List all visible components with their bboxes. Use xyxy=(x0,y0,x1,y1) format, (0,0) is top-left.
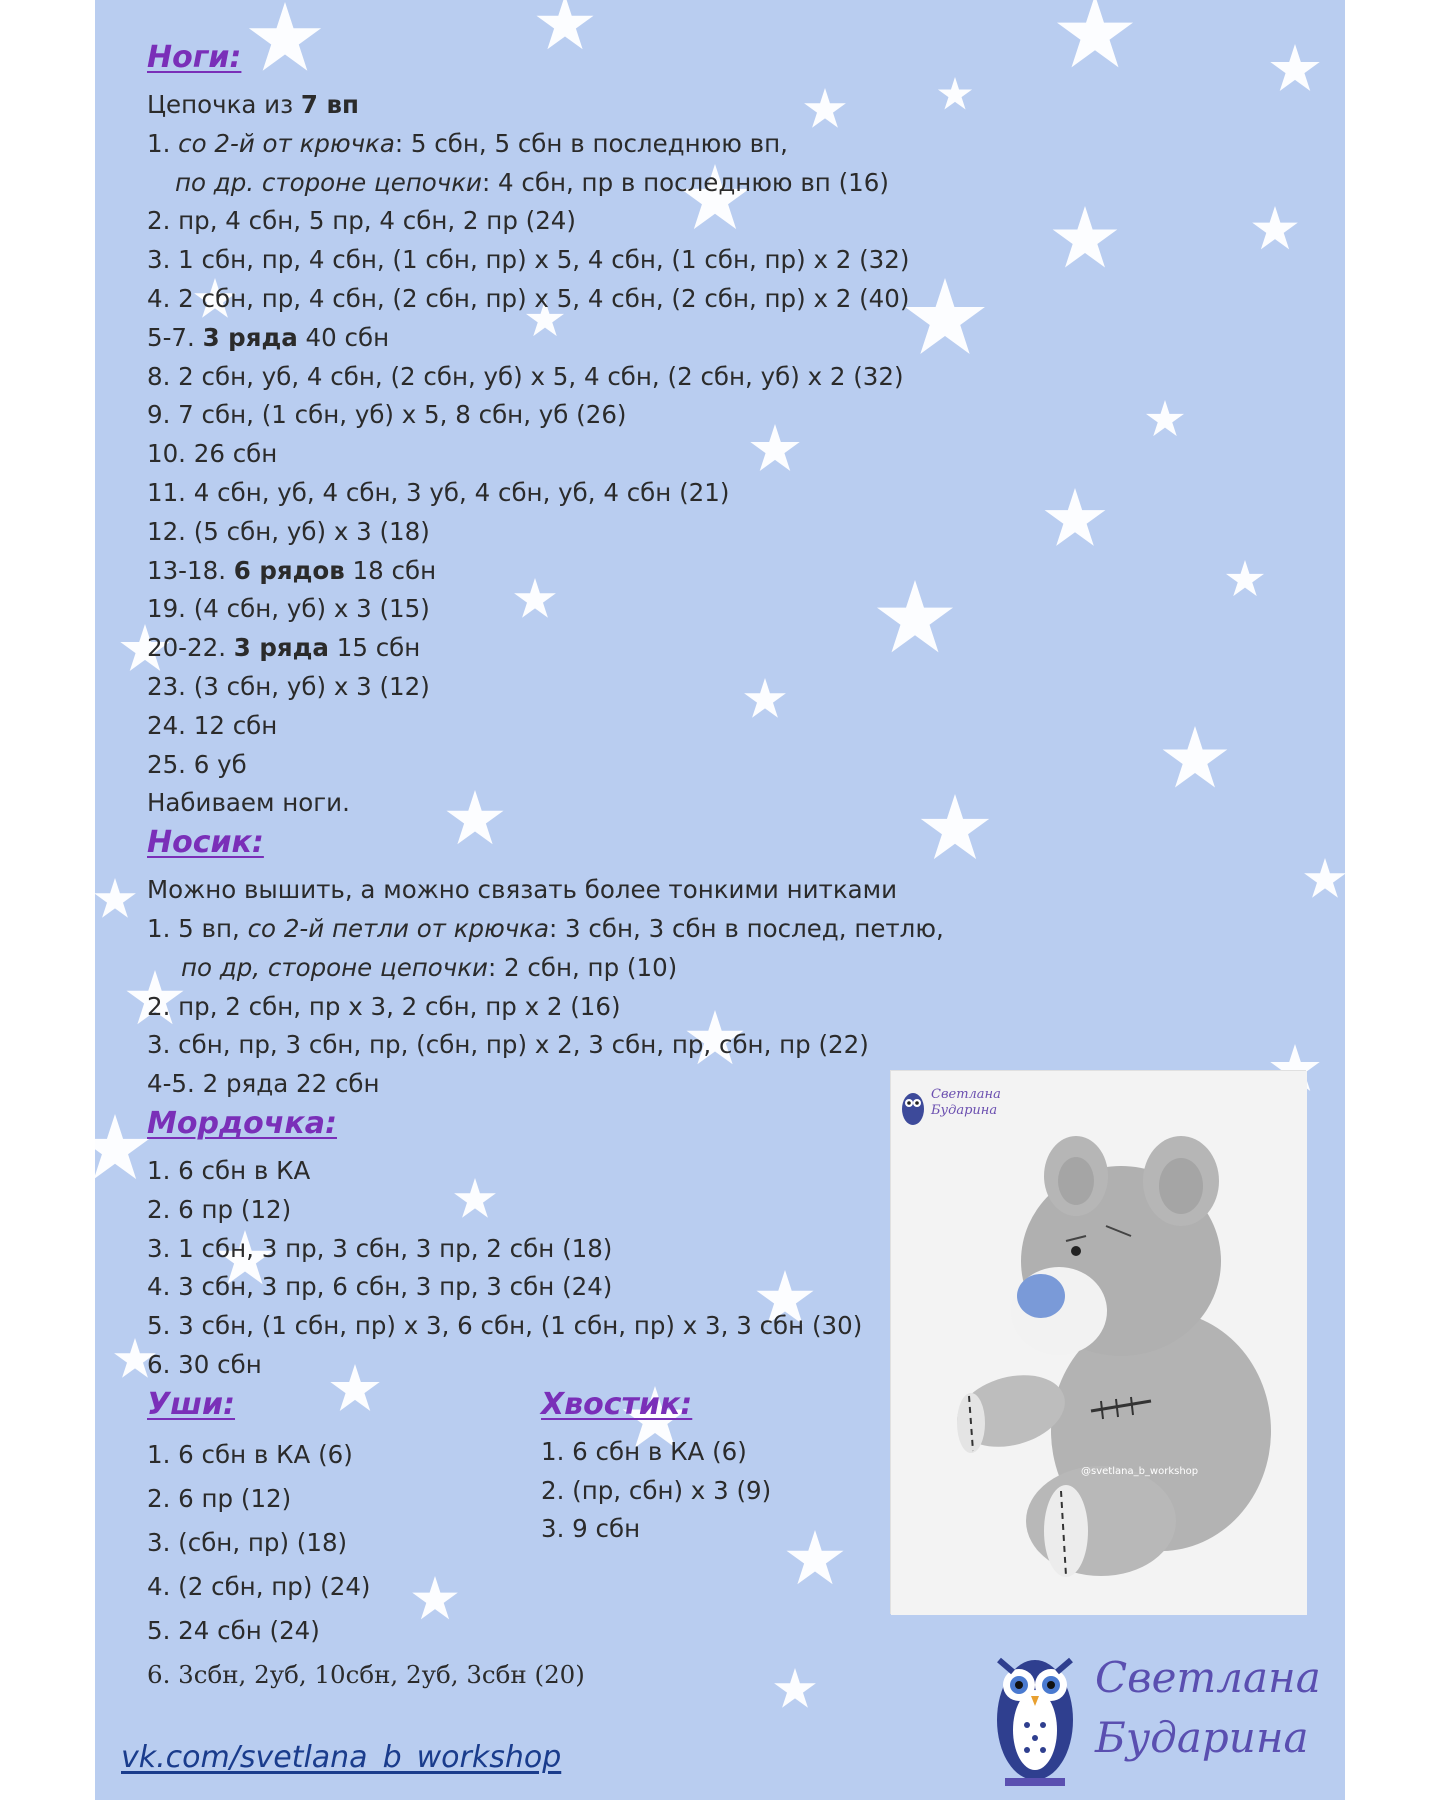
muzzle-line: 1. 6 сбн в КА xyxy=(147,1155,311,1185)
legs-line: 20-22. 3 ряда 15 сбн xyxy=(147,633,421,663)
legs-lines xyxy=(147,86,1297,823)
legs-line: 8. 2 сбн, уб, 4 сбн, (2 сбн, уб) х 5, 4 сбн, (2 сбн, уб) х 2 (32) xyxy=(147,361,904,391)
legs-line: 1. со 2-й от крючка: 5 сбн, 5 сбн в последнюю вп, xyxy=(147,128,788,158)
photo-brand: Светлана Бударина xyxy=(931,1087,1001,1118)
ears-line: 4. (2 сбн, пр) (24) xyxy=(147,1571,371,1601)
ears-line: 1. 6 сбн в КА (6) xyxy=(147,1439,353,1469)
legs-line: 19. (4 сбн, уб) х 3 (15) xyxy=(147,594,430,624)
legs-line: 2. пр, 4 сбн, 5 пр, 4 сбн, 2 пр (24) xyxy=(147,206,576,236)
legs-line: 4. 2 сбн, пр, 4 сбн, (2 сбн, пр) х 5, 4 сбн, (2 сбн, пр) х 2 (40) xyxy=(147,283,910,313)
legs-line: 10. 26 сбн xyxy=(147,439,278,469)
nose-title: Носик: xyxy=(147,825,264,861)
nose-line: по др, стороне цепочки: 2 сбн, пр (10) xyxy=(181,952,678,982)
brand-logo xyxy=(985,1630,1325,1790)
ears-title: Уши: xyxy=(147,1386,236,1422)
legs-line: 13-18. 6 рядов 18 сбн xyxy=(147,555,437,585)
vk-link[interactable]: vk.com/svetlana_b_workshop xyxy=(121,1740,562,1775)
nose-line: 2. пр, 2 сбн, пр х 3, 2 сбн, пр х 2 (16) xyxy=(147,991,621,1021)
legs-title: Ноги: xyxy=(147,40,242,75)
legs-line: 24. 12 сбн xyxy=(147,710,278,740)
nose-line: 1. 5 вп, со 2-й петли от крючка: 3 сбн, 3 сбн в послед, петлю, xyxy=(147,913,944,943)
tail-title: Хвостик: xyxy=(541,1386,693,1422)
legs-line: по др. стороне цепочки: 4 сбн, пр в последнюю вп (16) xyxy=(175,167,889,197)
nose-line: Можно вышить, а можно связать более тонкими нитками xyxy=(147,875,898,905)
legs-line: Набиваем ноги. xyxy=(147,788,350,818)
tail-line: 2. (пр, сбн) х 3 (9) xyxy=(541,1475,772,1505)
photo-caption: @svetlana_b_workshop xyxy=(1081,1466,1199,1477)
nose-line: 4-5. 2 ряда 22 сбн xyxy=(147,1069,380,1099)
pattern-sheet xyxy=(95,0,1345,1800)
teddy-bear-photo xyxy=(890,1070,1306,1614)
legs-line: Цепочка из 7 вп xyxy=(147,90,359,119)
owl-icon xyxy=(985,1630,1085,1790)
legs-line: 3. 1 сбн, пр, 4 сбн, (1 сбн, пр) х 5, 4 сбн, (1 сбн, пр) х 2 (32) xyxy=(147,245,910,275)
tail-section xyxy=(541,1385,941,1549)
ears-line: 6. 3сбн, 2уб, 10сбн, 2уб, 3сбн (20) xyxy=(147,1659,585,1689)
tail-line: 3. 9 сбн xyxy=(541,1514,641,1544)
legs-line: 9. 7 сбн, (1 сбн, уб) х 5, 8 сбн, уб (26) xyxy=(147,400,627,430)
muzzle-line: 3. 1 сбн, 3 пр, 3 сбн, 3 пр, 2 сбн (18) xyxy=(147,1233,613,1263)
muzzle-line: 6. 30 сбн xyxy=(147,1349,262,1379)
legs-line: 12. (5 сбн, уб) х 3 (18) xyxy=(147,516,430,546)
brand-name: Светлана Бударина xyxy=(1095,1653,1321,1762)
tail-line: 1. 6 сбн в КА (6) xyxy=(541,1436,747,1466)
legs-line: 11. 4 сбн, уб, 4 сбн, 3 уб, 4 сбн, уб, 4 сбн (21) xyxy=(147,477,730,507)
muzzle-line: 5. 3 сбн, (1 сбн, пр) х 3, 6 сбн, (1 сбн, пр) х 3, 3 сбн (30) xyxy=(147,1311,863,1341)
mini-owl-icon xyxy=(902,1093,924,1125)
ears-line: 3. (сбн, пр) (18) xyxy=(147,1527,348,1557)
ears-line: 5. 24 сбн (24) xyxy=(147,1615,320,1645)
nose-line: 3. сбн, пр, 3 сбн, пр, (сбн, пр) х 2, 3 сбн, пр, сбн, пр (22) xyxy=(147,1030,869,1060)
legs-line: 25. 6 уб xyxy=(147,749,247,779)
legs-line: 5-7. 3 ряда 40 сбн xyxy=(147,322,390,352)
ears-section xyxy=(147,1385,585,1697)
muzzle-line: 4. 3 сбн, 3 пр, 6 сбн, 3 пр, 3 сбн (24) xyxy=(147,1272,613,1302)
muzzle-line: 2. 6 пр (12) xyxy=(147,1194,292,1224)
legs-line: 23. (3 сбн, уб) х 3 (12) xyxy=(147,671,430,701)
muzzle-title: Мордочка: xyxy=(147,1105,337,1141)
ears-line: 2. 6 пр (12) xyxy=(147,1483,292,1513)
teddy-bear-image xyxy=(891,1071,1307,1615)
nose-lines xyxy=(147,871,1297,1104)
